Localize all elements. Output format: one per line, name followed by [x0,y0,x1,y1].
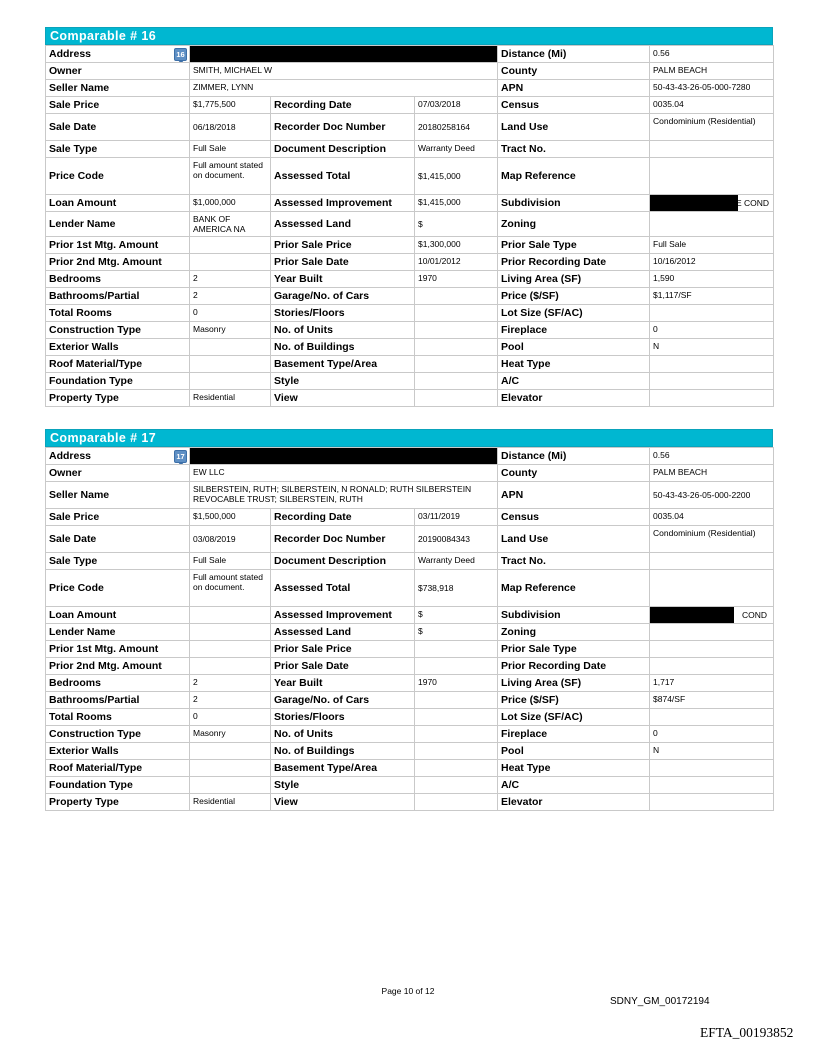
subdivision-label: Subdivision [498,195,650,212]
sale-date-label: Sale Date [46,526,190,553]
recorder-doc-label: Recorder Doc Number [271,526,415,553]
row-property-type [46,390,774,407]
bathrooms-value: 2 [190,288,271,305]
land-use-label: Land Use [498,114,650,141]
price-code-value: Full amount stated on document. [190,158,271,195]
row-bedrooms [46,271,774,288]
stories-label: Stories/Floors [271,709,415,726]
pool-label: Pool [498,339,650,356]
tract-value [650,141,774,158]
buildings-value [415,743,498,760]
style-value [415,373,498,390]
lot-size-value [650,709,774,726]
prior1-mtg-label: Prior 1st Mtg. Amount [46,641,190,658]
prior-sale-price-value [415,641,498,658]
prior2-mtg-label: Prior 2nd Mtg. Amount [46,658,190,675]
doc-description-label: Document Description [271,141,415,158]
fireplace-value: 0 [650,322,774,339]
foundation-label: Foundation Type [46,373,190,390]
prior-recording-date-value: 10/16/2012 [650,254,774,271]
row-sale-type [46,141,774,158]
prior-sale-date-label: Prior Sale Date [271,658,415,675]
exterior-walls-value [190,339,271,356]
year-built-value: 1970 [415,271,498,288]
property-type-value: Residential [190,794,271,811]
apn-value: 50-43-43-26-05-000-2200 [650,482,774,509]
assessed-total-value: $738,918 [415,570,498,607]
living-area-value: 1,717 [650,675,774,692]
bedrooms-label: Bedrooms [46,675,190,692]
heat-type-label: Heat Type [498,356,650,373]
row-lender [46,212,774,237]
total-rooms-value: 0 [190,305,271,322]
row-walls [46,743,774,760]
price-code-label: Price Code [46,158,190,195]
assessed-land-value: $ [415,212,498,237]
ac-label: A/C [498,373,650,390]
row-construction [46,322,774,339]
row-lender [46,624,774,641]
lender-label: Lender Name [46,624,190,641]
foundation-value [190,373,271,390]
pool-label: Pool [498,743,650,760]
roof-label: Roof Material/Type [46,356,190,373]
prior-recording-date-label: Prior Recording Date [498,658,650,675]
buildings-value [415,339,498,356]
lot-size-label: Lot Size (SF/AC) [498,709,650,726]
zoning-value [650,624,774,641]
prior-sale-type-label: Prior Sale Type [498,237,650,254]
recording-date-value: 07/03/2018 [415,97,498,114]
heat-type-value [650,760,774,777]
lot-size-value [650,305,774,322]
doc-description-label: Document Description [271,553,415,570]
pool-value: N [650,339,774,356]
heat-type-value [650,356,774,373]
fireplace-label: Fireplace [498,726,650,743]
comparable-17-section [45,429,773,811]
address-label: Address 16 [46,46,190,63]
bedrooms-value: 2 [190,271,271,288]
total-rooms-value: 0 [190,709,271,726]
census-label: Census [498,509,650,526]
bates-stamp: EFTA_00193852 [700,1025,794,1040]
owner-label: Owner [46,465,190,482]
view-label: View [271,794,415,811]
price-per-sf-value: $1,117/SF [650,288,774,305]
prior-sale-price-value: $1,300,000 [415,237,498,254]
assessed-improvement-value: $ [415,607,498,624]
prior-sale-date-label: Prior Sale Date [271,254,415,271]
property-type-value: Residential [190,390,271,407]
zoning-label: Zoning [498,624,650,641]
row-rooms [46,709,774,726]
apn-value: 50-43-43-26-05-000-7280 [650,80,774,97]
construction-type-label: Construction Type [46,322,190,339]
lender-value: BANK OF AMERICA NA [190,212,271,237]
price-per-sf-value: $874/SF [650,692,774,709]
map-reference-value [650,570,774,607]
price-code-label: Price Code [46,570,190,607]
prior-sale-price-label: Prior Sale Price [271,641,415,658]
sale-date-value: 06/18/2018 [190,114,271,141]
distance-value: 0.56 [650,448,774,465]
sale-type-value: Full Sale [190,553,271,570]
bathrooms-value: 2 [190,692,271,709]
fireplace-label: Fireplace [498,322,650,339]
prior1-mtg-value [190,641,271,658]
comparable-16-header: Comparable # 16 [45,27,773,45]
owner-value: EW LLC [190,465,498,482]
sale-date-value: 03/08/2019 [190,526,271,553]
prior-sale-price-label: Prior Sale Price [271,237,415,254]
row-owner [46,63,774,80]
lot-size-label: Lot Size (SF/AC) [498,305,650,322]
price-code-value: Full amount stated on document. [190,570,271,607]
recording-date-label: Recording Date [271,509,415,526]
buildings-label: No. of Buildings [271,339,415,356]
document-id: SDNY_GM_00172194 [610,996,710,1007]
pool-value: N [650,743,774,760]
property-type-label: Property Type [46,794,190,811]
ac-value [650,373,774,390]
sale-type-label: Sale Type [46,141,190,158]
recorder-doc-value: 20190084343 [415,526,498,553]
stories-label: Stories/Floors [271,305,415,322]
construction-type-value: Masonry [190,726,271,743]
bathrooms-label: Bathrooms/Partial [46,288,190,305]
roof-label: Roof Material/Type [46,760,190,777]
row-price-code [46,158,774,195]
page-number: Page 10 of 12 [381,986,435,996]
row-loan [46,607,774,624]
prior2-mtg-value [190,254,271,271]
prior1-mtg-label: Prior 1st Mtg. Amount [46,237,190,254]
row-prior2 [46,658,774,675]
sale-type-label: Sale Type [46,553,190,570]
row-property-type [46,794,774,811]
bathrooms-label: Bathrooms/Partial [46,692,190,709]
recorder-doc-value: 20180258164 [415,114,498,141]
subdivision-redacted [650,607,734,623]
apn-label: APN [498,80,650,97]
sale-price-label: Sale Price [46,509,190,526]
prior-sale-type-value: Full Sale [650,237,774,254]
map-reference-value [650,158,774,195]
year-built-label: Year Built [271,271,415,288]
prior-sale-date-value: 10/01/2012 [415,254,498,271]
bedrooms-value: 2 [190,675,271,692]
doc-description-value: Warranty Deed [415,141,498,158]
address-redacted [190,46,498,63]
county-label: County [498,465,650,482]
loan-amount-value [190,607,271,624]
map-reference-label: Map Reference [498,158,650,195]
row-sale-price [46,97,774,114]
row-seller [46,482,774,509]
living-area-label: Living Area (SF) [498,675,650,692]
comparable-17-header: Comparable # 17 [45,429,773,447]
total-rooms-label: Total Rooms [46,709,190,726]
ac-value [650,777,774,794]
row-baths [46,692,774,709]
row-sale-type [46,553,774,570]
owner-label: Owner [46,63,190,80]
view-label: View [271,390,415,407]
prior2-mtg-label: Prior 2nd Mtg. Amount [46,254,190,271]
ac-label: A/C [498,777,650,794]
roof-value [190,760,271,777]
tract-label: Tract No. [498,141,650,158]
prior-recording-date-value [650,658,774,675]
distance-label: Distance (Mi) [498,46,650,63]
view-value [415,794,498,811]
sale-price-value: $1,500,000 [190,509,271,526]
foundation-value [190,777,271,794]
prior-sale-type-value [650,641,774,658]
assessed-land-label: Assessed Land [271,212,415,237]
recording-date-label: Recording Date [271,97,415,114]
basement-value [415,356,498,373]
prior1-mtg-value [190,237,271,254]
style-label: Style [271,373,415,390]
row-baths [46,288,774,305]
living-area-label: Living Area (SF) [498,271,650,288]
garage-label: Garage/No. of Cars [271,692,415,709]
basement-label: Basement Type/Area [271,760,415,777]
subdivision-value: E COND [650,195,774,212]
comparable-17-table [45,447,774,811]
row-bedrooms [46,675,774,692]
row-address [46,448,774,465]
row-roof [46,356,774,373]
row-construction [46,726,774,743]
comparable-16-table [45,45,774,407]
census-label: Census [498,97,650,114]
row-foundation [46,777,774,794]
assessed-total-label: Assessed Total [271,158,415,195]
comparable-16-section [45,27,773,407]
units-value [415,322,498,339]
prior-sale-date-value [415,658,498,675]
sale-date-label: Sale Date [46,114,190,141]
assessed-improvement-label: Assessed Improvement [271,195,415,212]
row-address [46,46,774,63]
distance-label: Distance (Mi) [498,448,650,465]
map-reference-label: Map Reference [498,570,650,607]
assessed-total-label: Assessed Total [271,570,415,607]
elevator-label: Elevator [498,390,650,407]
row-owner [46,465,774,482]
subdivision-label: Subdivision [498,607,650,624]
buildings-label: No. of Buildings [271,743,415,760]
prior2-mtg-value [190,658,271,675]
assessed-improvement-label: Assessed Improvement [271,607,415,624]
row-loan [46,195,774,212]
row-walls [46,339,774,356]
census-value: 0035.04 [650,509,774,526]
row-foundation [46,373,774,390]
exterior-walls-label: Exterior Walls [46,339,190,356]
stories-value [415,709,498,726]
subdivision-redacted [650,195,738,211]
bedrooms-label: Bedrooms [46,271,190,288]
style-value [415,777,498,794]
row-prior1 [46,237,774,254]
zoning-label: Zoning [498,212,650,237]
units-value [415,726,498,743]
row-roof [46,760,774,777]
subdivision-value: COND [650,607,774,624]
loan-amount-label: Loan Amount [46,607,190,624]
loan-amount-value: $1,000,000 [190,195,271,212]
county-label: County [498,63,650,80]
garage-value [415,692,498,709]
elevator-value [650,390,774,407]
row-seller [46,80,774,97]
year-built-value: 1970 [415,675,498,692]
exterior-walls-value [190,743,271,760]
tract-label: Tract No. [498,553,650,570]
row-sale-date [46,526,774,553]
land-use-value: Condominium (Residential) [650,114,774,141]
stories-value [415,305,498,322]
units-label: No. of Units [271,726,415,743]
county-value: PALM BEACH [650,465,774,482]
map-pin-icon: 17 [174,450,187,463]
distance-value: 0.56 [650,46,774,63]
sale-price-value: $1,775,500 [190,97,271,114]
assessed-land-label: Assessed Land [271,624,415,641]
recording-date-value: 03/11/2019 [415,509,498,526]
style-label: Style [271,777,415,794]
seller-value: SILBERSTEIN, RUTH; SILBERSTEIN, N RONALD; RUTH SILBERSTEIN REVOCABLE TRUST; SILBERSTEIN, RUTH [190,482,498,509]
sale-price-label: Sale Price [46,97,190,114]
assessed-improvement-value: $1,415,000 [415,195,498,212]
sale-type-value: Full Sale [190,141,271,158]
apn-label: APN [498,482,650,509]
exterior-walls-label: Exterior Walls [46,743,190,760]
row-prior1 [46,641,774,658]
map-pin-icon: 16 [174,48,187,61]
basement-value [415,760,498,777]
price-per-sf-label: Price ($/SF) [498,692,650,709]
basement-label: Basement Type/Area [271,356,415,373]
construction-type-label: Construction Type [46,726,190,743]
doc-description-value: Warranty Deed [415,553,498,570]
property-type-label: Property Type [46,390,190,407]
owner-value: SMITH, MICHAEL W [190,63,498,80]
census-value: 0035.04 [650,97,774,114]
living-area-value: 1,590 [650,271,774,288]
construction-type-value: Masonry [190,322,271,339]
zoning-value [650,212,774,237]
row-prior2 [46,254,774,271]
elevator-label: Elevator [498,794,650,811]
prior-recording-date-label: Prior Recording Date [498,254,650,271]
row-rooms [46,305,774,322]
county-value: PALM BEACH [650,63,774,80]
fireplace-value: 0 [650,726,774,743]
seller-label: Seller Name [46,482,190,509]
land-use-label: Land Use [498,526,650,553]
lender-label: Lender Name [46,212,190,237]
tract-value [650,553,774,570]
elevator-value [650,794,774,811]
foundation-label: Foundation Type [46,777,190,794]
price-per-sf-label: Price ($/SF) [498,288,650,305]
year-built-label: Year Built [271,675,415,692]
address-redacted [190,448,498,465]
row-sale-price [46,509,774,526]
garage-label: Garage/No. of Cars [271,288,415,305]
heat-type-label: Heat Type [498,760,650,777]
loan-amount-label: Loan Amount [46,195,190,212]
units-label: No. of Units [271,322,415,339]
recorder-doc-label: Recorder Doc Number [271,114,415,141]
seller-value: ZIMMER, LYNN [190,80,498,97]
seller-label: Seller Name [46,80,190,97]
total-rooms-label: Total Rooms [46,305,190,322]
row-sale-date [46,114,774,141]
prior-sale-type-label: Prior Sale Type [498,641,650,658]
lender-value [190,624,271,641]
address-label: Address 17 [46,448,190,465]
assessed-total-value: $1,415,000 [415,158,498,195]
garage-value [415,288,498,305]
row-price-code [46,570,774,607]
view-value [415,390,498,407]
roof-value [190,356,271,373]
assessed-land-value: $ [415,624,498,641]
land-use-value: Condominium (Residential) [650,526,774,553]
